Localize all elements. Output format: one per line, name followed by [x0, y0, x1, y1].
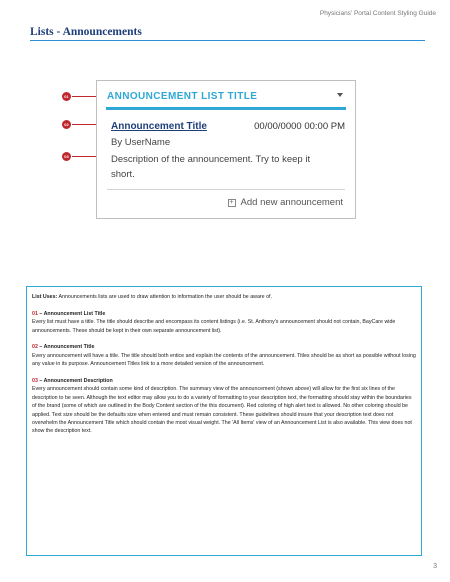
item-heading-text-01: – Announcement List Title: [37, 310, 106, 317]
announcement-date: 00/00/0000 00:00 PM: [254, 121, 345, 132]
item-heading-01: [32, 310, 416, 318]
callout-badge-01: 01: [62, 92, 71, 101]
description-box: [26, 286, 422, 556]
item-number-02: 02: [32, 344, 38, 351]
announcement-description: Description of the announcement. Try to keep it short.: [111, 154, 311, 180]
item-number-03: 03: [32, 378, 38, 385]
chevron-down-icon[interactable]: [337, 93, 343, 97]
figure-divider: [107, 189, 345, 190]
announcement-list-title: ANNOUNCEMENT LIST TITLE: [107, 91, 258, 102]
item-heading-text-02: – Announcement Title: [37, 344, 95, 351]
announcement-title-link[interactable]: Announcement Title: [111, 121, 207, 132]
add-announcement-label: Add new announcement: [240, 197, 343, 208]
list-uses-paragraph: [32, 293, 416, 301]
item-body-02: Every announcement will have a title. The title should both entice and explain the contents of the announcement. Titles should be as short as possible without losing any value in its purpose. Announcement Titles link to a more detailed version of the announcement.: [32, 352, 416, 368]
item-number-01: 01: [32, 310, 38, 317]
add-announcement-link[interactable]: [228, 197, 343, 208]
item-body-01: Every list must have a title. The title should describe and encompass its content listings (i.e. St. Anthony's announcement should not contain, BayCare wide announcements. These should be kept in their own separate announcement list).: [32, 319, 396, 334]
list-uses-text: Announcements lists are used to draw attention to information the user should be aware of.: [57, 294, 272, 300]
item-heading-03: [32, 377, 416, 385]
section-title: Lists - Announcements: [30, 26, 142, 38]
announcement-author: By UserName: [111, 137, 171, 148]
callout-badge-03: 03: [62, 152, 71, 161]
page-number: 3: [433, 563, 437, 570]
item-heading-02: [32, 343, 416, 351]
list-uses-label: List Uses:: [32, 294, 58, 300]
item-heading-text-03: – Announcement Description: [37, 378, 113, 385]
announcement-figure: [96, 80, 356, 219]
document-header: Physicians' Portal Content Styling Guide: [319, 10, 436, 17]
title-rule: [30, 40, 425, 41]
add-icon: +: [229, 198, 234, 206]
list-title-bar: [106, 107, 346, 110]
item-body-03: Every announcement should contain some kind of description. The summary view of the announcement (shown above) will allow for the first six lines of the description to be seen. Although the text editor may allow you to do a variety of formatting to your description text, the formatting should stay within the boundaries of the brand (some of which are outlined in the Body Content section of the this document). Red coloring of high alert text is allowed. No other coloring should be applied. Text size should be the defaults size when entered and must remain consistent. These guidelines should insure that your description text does not overwhelm the Announcement Title which should contain the most visual weight. The 'All Items' view of an Announcement List is also available. This view does not show the description text.: [32, 386, 412, 435]
callout-badge-02: 02: [62, 120, 71, 129]
